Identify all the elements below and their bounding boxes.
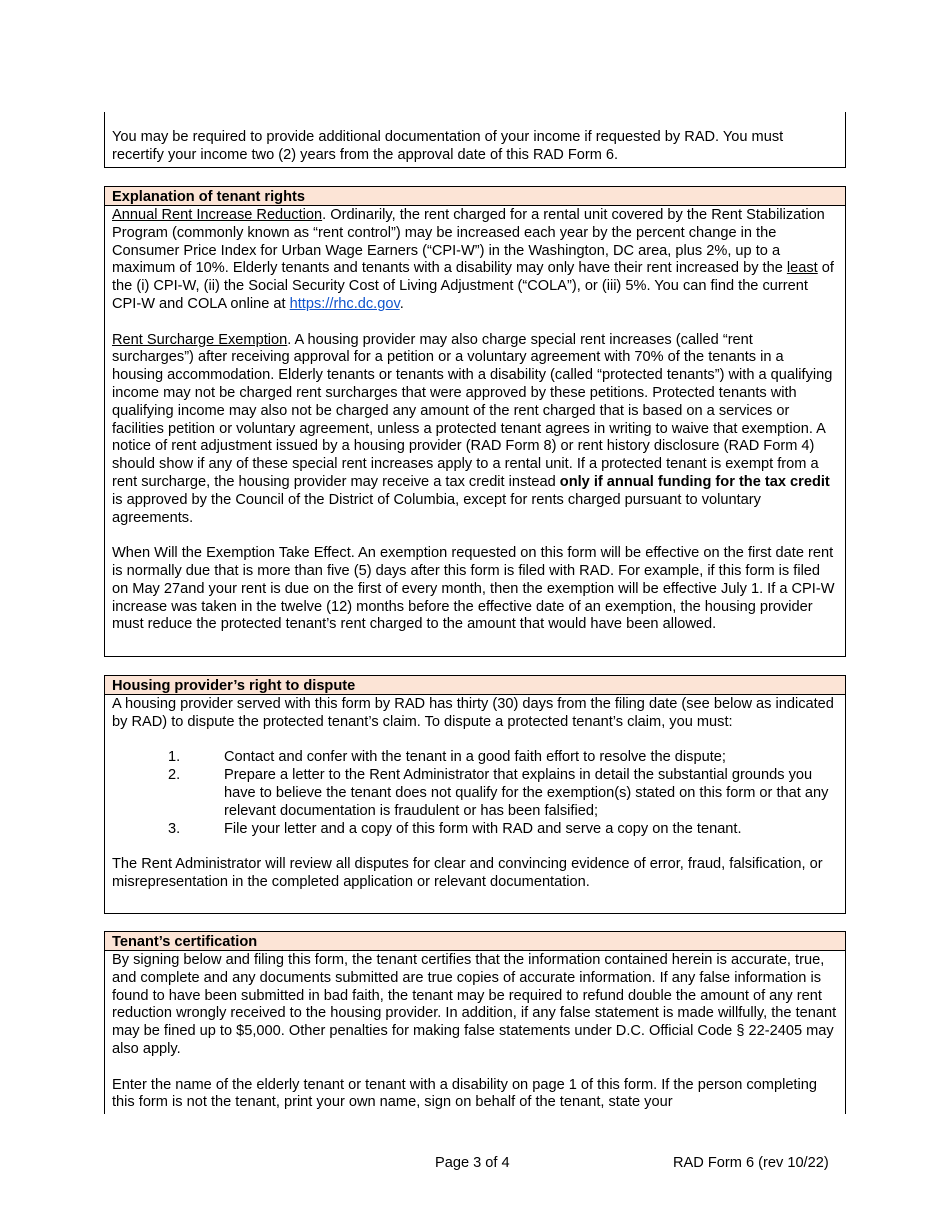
least-emphasis: least [786,260,818,277]
tax-credit-emphasis: only if annual funding for the tax credit [559,473,830,490]
rent-surcharge-title: Rent Surcharge Exemption [112,331,288,348]
provider-dispute-section [104,675,846,914]
tenant-rights-heading: Explanation of tenant rights [105,187,845,206]
step-text: File your letter and a copy of this form with RAD and serve a copy on the tenant. [224,820,742,837]
rhc-website-link[interactable]: https://rhc.dc.gov [289,295,400,312]
rent-surcharge-text-a: . A housing provider may also charge special rent increases (called “rent surcharges”) after receiving approval for a petition or a voluntary agreement with 70% of the tenants in a housing accommodation. Elderly tenants or tenants with a disability (called “protected tenants”) with a qualifying income may not be charged rent surcharges that were approved by these petitions. Protected tenants with qualifying income may also not be charged any amount of the rent charged that is based on a services or facilities petition or voluntary agreement, unless a protected tenant agrees in writing to waive that exemption. A notice of rent adjustment issued by a housing provider (RAD Form 8) or rent history disclosure (RAD Form 4) should show if any of these special rent increases apply to a rental unit. If a protected tenant is exempt from a rent surcharge, the housing provider may receive a tax credit instead [112,331,833,490]
income-documentation-text: You may be required to provide additional documentation of your income if requested by RAD. You must recertify your income two (2) years from the approval date of this RAD Form 6. [112,129,784,163]
step-number: 3. [168,820,181,837]
step-number: 2. [168,767,181,784]
step-text: Prepare a letter to the Rent Administrator that explains in detail the substantial grounds you have to believe the tenant does not qualify for the exemption(s) stated on this form or that any relevant documentation is fraudulent or has been falsified; [224,767,829,819]
exemption-effective-paragraph: When Will the Exemption Take Effect. An exemption requested on this form will be effective on the first date rent is normally due that is more than five (5) days after this form is filed with RAD. For example, if this form is filed on May 27and your rent is due on the first of every month, then the exemption will be effective July 1. If a CPI-W increase was taken in the twelve (12) months before the effective date of an exemption, the housing provider must reduce the protected tenant’s rent charged to the amount that would have been allowed. [112,545,835,633]
rent-surcharge-text-b: is approved by the Council of the District of Columbia, except for rents charged pursuant to voluntary agreements. [112,491,761,526]
income-documentation-box [104,112,846,168]
tenant-certification-heading: Tenant’s certification [105,932,845,951]
list-item [112,821,838,839]
provider-dispute-intro: A housing provider served with this form by RAD has thirty (30) days from the filing date (see below as indicated by RAD) to dispute the protected tenant’s claim. To dispute a protected tenant’s claim, you must: [112,696,834,730]
annual-rent-increase-title: Annual Rent Increase Reduction [112,207,323,223]
tenant-name-instructions: Enter the name of the elderly tenant or tenant with a disability on page 1 of this form. If the person completing this form is not the tenant, print your own name, sign on behalf of the tenant, state your [112,1076,817,1111]
provider-dispute-heading: Housing provider’s right to dispute [105,676,845,695]
list-item [112,749,838,767]
annual-rent-increase-text-b: of the (i) CPI-W, (ii) the Social Security Cost of Living Adjustment (“COLA”), or (iii) 5%. You can find the current CPI-W and COLA online at [112,260,834,312]
step-text: Contact and confer with the tenant in a good faith effort to resolve the dispute; [224,749,726,766]
form-revision: RAD Form 6 (rev 10/22) [673,1155,829,1171]
list-item [112,767,838,820]
step-number: 1. [168,749,181,766]
dispute-steps-list [112,749,838,838]
annual-rent-increase-text-a: . Ordinarily, the rent charged for a rental unit covered by the Rent Stabilization Program (commonly known as “rent control”) may be increased each year by the percent change in the Consumer Price Index for Urban Wage Earners (“CPI-W”) in the Washington, DC area, plus 2%, up to a maximum of 10%. Elderly tenants and tenants with a disability may only have their rent increased by the [112,207,825,277]
tenant-certification-paragraph: By signing below and filing this form, the tenant certifies that the information contained herein is accurate, true, and complete and any documents submitted are true copies of accurate information. If any false information is found to have been submitted in bad faith, the tenant may be required to refund double the amount of any rent reduction wrongly received to the housing provider. In addition, if any false statement is made willfully, the tenant may be fined up to $5,000. Other penalties for making false statements under D.C. Official Code § 22-2405 may also apply. [112,952,837,1057]
tenant-certification-section [104,931,846,1114]
annual-rent-increase-text-c: . [399,295,404,312]
page-number: Page 3 of 4 [435,1155,510,1171]
rent-surcharge-paragraph [112,332,838,528]
annual-rent-increase-paragraph [112,207,838,314]
tenant-rights-section [104,186,846,657]
provider-dispute-closing: The Rent Administrator will review all disputes for clear and convincing evidence of error, fraud, falsification, or misrepresentation in the completed application or relevant documentation. [112,856,823,890]
